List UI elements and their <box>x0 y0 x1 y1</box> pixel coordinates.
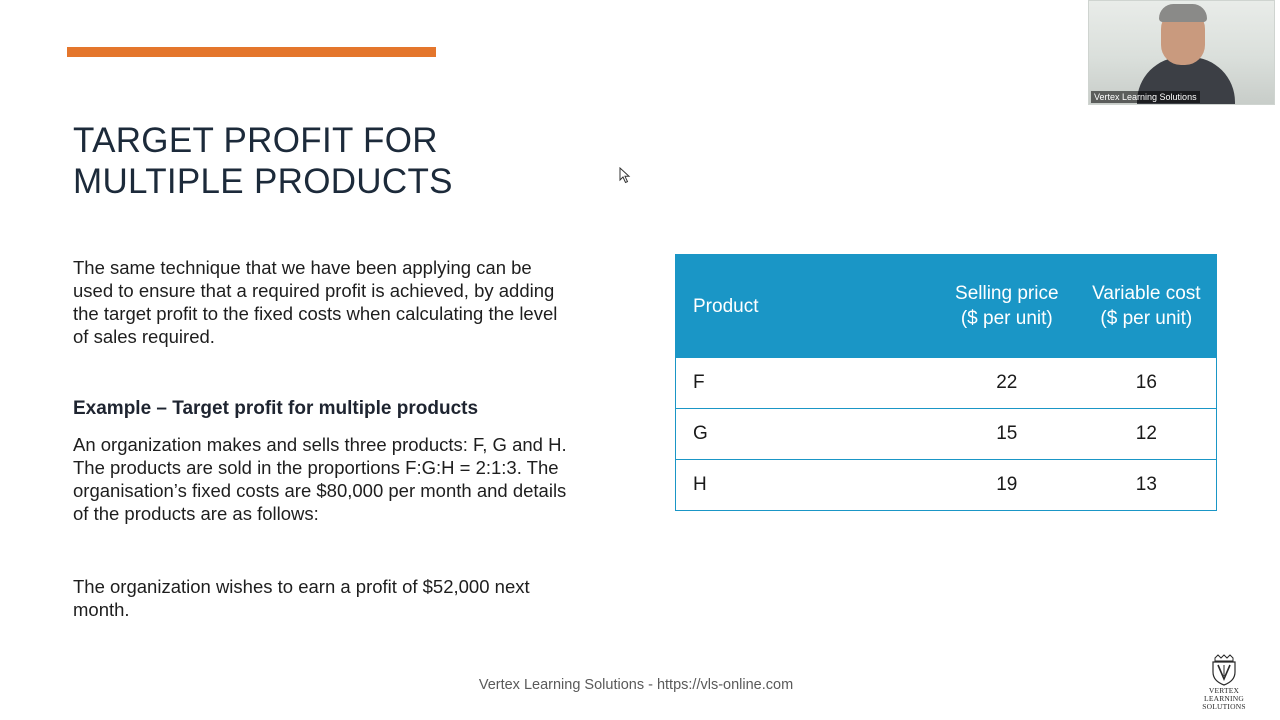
table-row <box>676 460 1217 511</box>
slide-title-line-2: MULTIPLE PRODUCTS <box>73 162 453 201</box>
table-header-row <box>676 255 1217 358</box>
cell-product: F <box>676 358 937 409</box>
cell-selling-price: 19 <box>937 460 1077 511</box>
header-product: Product <box>676 255 937 358</box>
cell-variable-cost: 13 <box>1077 460 1217 511</box>
presenter-hair <box>1159 4 1207 22</box>
logo-line-2: LEARNING SOLUTIONS <box>1202 694 1246 711</box>
table-row <box>676 358 1217 409</box>
mouse-pointer-icon <box>619 167 631 185</box>
product-details-table <box>675 254 1217 511</box>
vertex-crest-icon <box>1209 654 1239 686</box>
header-selling-price: Selling price ($ per unit) <box>937 255 1077 358</box>
header-variable-cost: Variable cost ($ per unit) <box>1077 255 1217 358</box>
cell-selling-price: 15 <box>937 409 1077 460</box>
cell-selling-price: 22 <box>937 358 1077 409</box>
example-heading: Example – Target profit for multiple products <box>73 398 479 419</box>
presenter-webcam-video[interactable] <box>1088 0 1275 105</box>
slide-title <box>73 120 593 202</box>
webcam-name-label: Vertex Learning Solutions <box>1091 91 1200 103</box>
cell-product: G <box>676 409 937 460</box>
logo-line-1: VERTEX <box>1208 686 1240 695</box>
slide-footer: Vertex Learning Solutions - https://vls-online.com <box>478 677 794 693</box>
example-body: An organization makes and sells three products: F, G and H. The products are sold in the proportions F:G:H = 2:1:3. The organisation’s fixed costs are $80,000 per month and details of the products are as follows: <box>73 434 567 524</box>
slide-title-line-1: TARGET PROFIT FOR <box>73 121 438 160</box>
cell-variable-cost: 12 <box>1077 409 1217 460</box>
vertex-logo <box>1184 654 1264 711</box>
logo-wordmark <box>1184 687 1264 711</box>
cell-variable-cost: 16 <box>1077 358 1217 409</box>
cell-product: H <box>676 460 937 511</box>
title-accent-bar <box>67 47 436 57</box>
table-row <box>676 409 1217 460</box>
target-profit-text: The organization wishes to earn a profit of $52,000 next month. <box>73 576 530 620</box>
intro-paragraph: The same technique that we have been applying can be used to ensure that a required profit is achieved, by adding the target profit to the fixed costs when calculating the level of sales required. <box>73 257 558 347</box>
